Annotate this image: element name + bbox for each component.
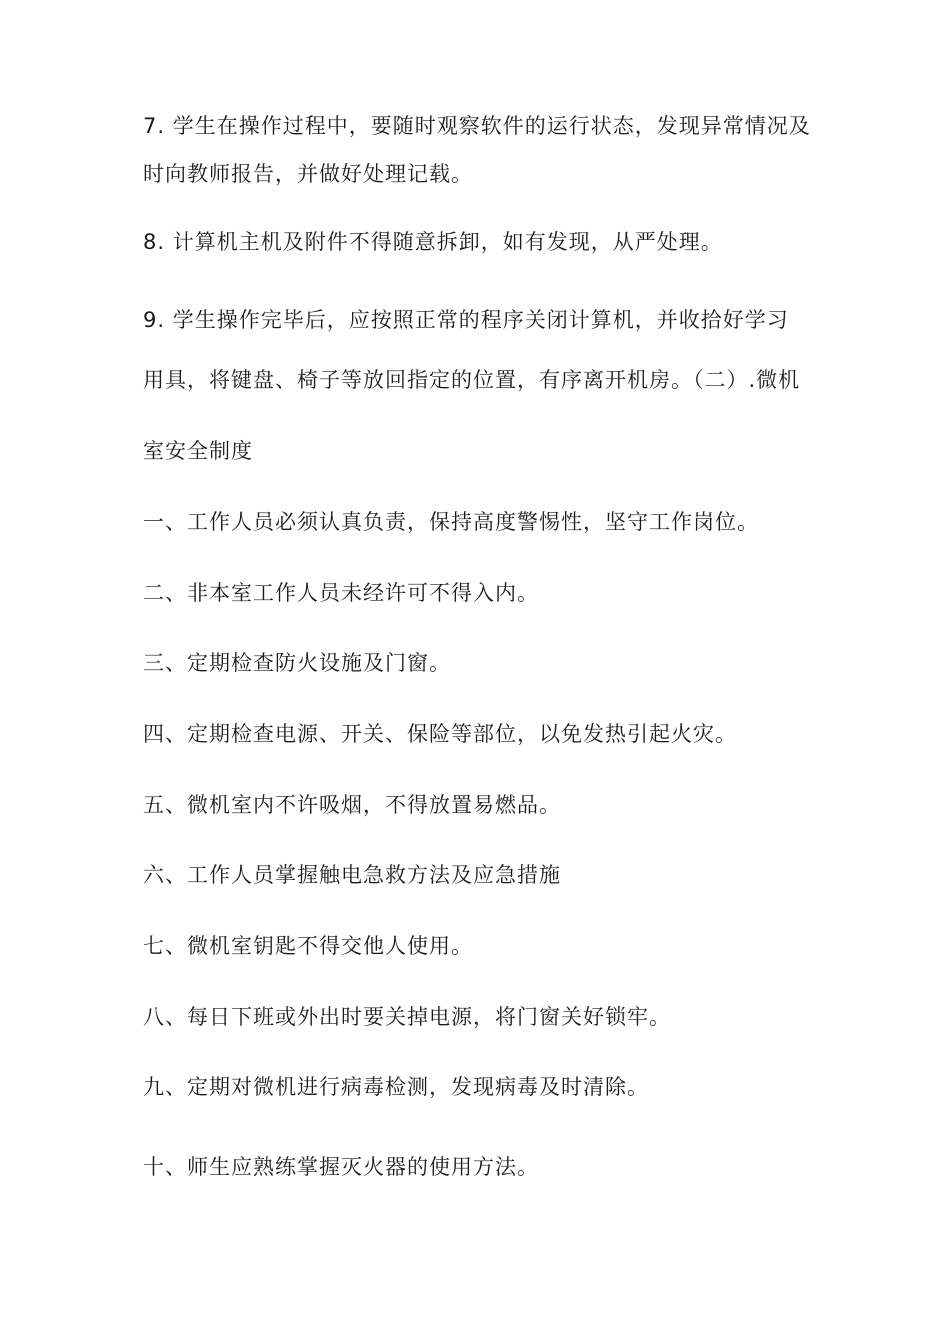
rule-7-line-1: 7. 学生在操作过程中，要随时观察软件的运行状态，发现异常情况及	[143, 114, 811, 138]
safety-rule-3: 三、定期检查防火设施及门窗。	[143, 651, 451, 675]
safety-rule-5: 五、微机室内不许吸烟，不得放置易燃品。	[143, 793, 561, 817]
rule-9-line-1: 9. 学生操作完毕后，应按照正常的程序关闭计算机，并收拾好学习	[143, 308, 789, 332]
safety-rule-8: 八、每日下班或外出时要关掉电源，将门窗关好锁牢。	[143, 1005, 671, 1029]
safety-rule-4: 四、定期检查电源、开关、保险等部位，以免发热引起火灾。	[143, 722, 737, 746]
safety-rule-9: 九、定期对微机进行病毒检测，发现病毒及时清除。	[143, 1075, 649, 1099]
rule-7-line-2: 时向教师报告，并做好处理记载。	[143, 162, 473, 186]
safety-rule-6: 六、工作人员掌握触电急救方法及应急措施	[143, 863, 561, 887]
section-heading-continuation: 室安全制度	[143, 439, 253, 463]
safety-rule-1: 一、工作人员必须认真负责，保持高度警惕性，坚守工作岗位。	[143, 510, 759, 534]
rule-8: 8. 计算机主机及附件不得随意拆卸，如有发现，从严处理。	[143, 230, 723, 254]
safety-rule-7: 七、微机室钥匙不得交他人使用。	[143, 934, 473, 958]
safety-rule-10: 十、师生应熟练掌握灭火器的使用方法。	[143, 1155, 539, 1179]
safety-rule-2: 二、非本室工作人员未经许可不得入内。	[143, 581, 539, 605]
rule-9-line-2: 用具，将键盘、椅子等放回指定的位置，有序离开机房。（二）.微机	[143, 368, 801, 392]
